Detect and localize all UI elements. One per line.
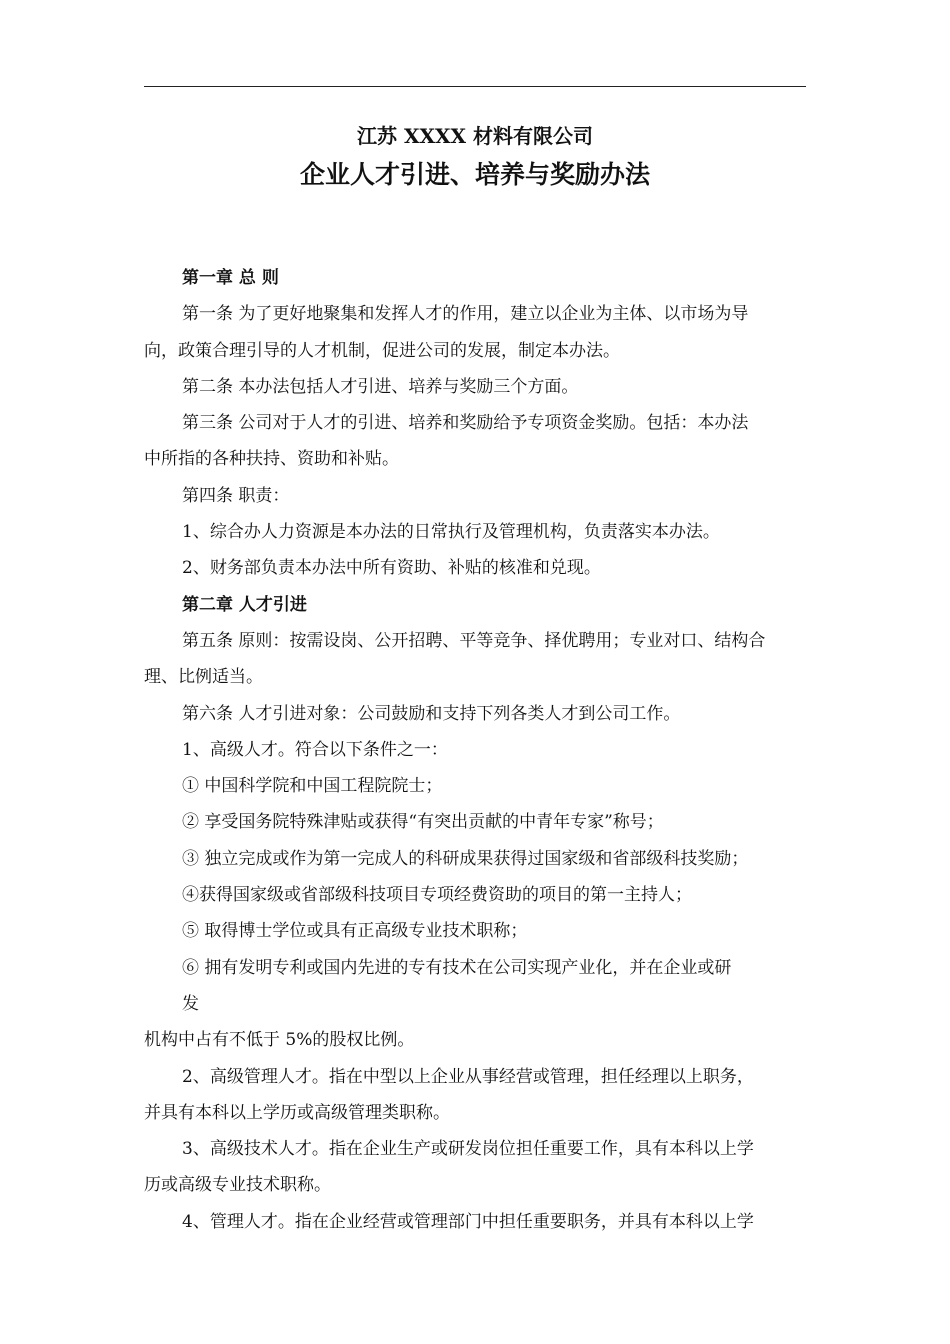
paragraph-line: 2、财务部负责本办法中所有资助、补贴的核准和兑现。 [182, 558, 601, 579]
paragraph-line: 第六条 人才引进对象：公司鼓励和支持下列各类人才到公司工作。 [182, 703, 681, 724]
chapter-heading: 第二章 人才引进 [182, 594, 307, 615]
company-name: 江苏 XXXX 材料有限公司 [357, 124, 593, 148]
paragraph-line: 第四条 职责： [182, 485, 290, 506]
paragraph-line: ⑥ 拥有发明专利或国内先进的专有技术在公司实现产业化，并在企业或研 [182, 957, 732, 978]
paragraph-line: 历或高级专业技术职称。 [144, 1175, 331, 1196]
document-title: 企业人才引进、培养与奖励办法 [299, 160, 650, 189]
paragraph-line: 4、管理人才。指在企业经营或管理部门中担任重要职务，并具有本科以上学 [182, 1211, 754, 1232]
paragraph-line: 第五条 原则：按需设岗、公开招聘、平等竞争、择优聘用；专业对口、结构合 [182, 630, 766, 651]
paragraph-line: ④获得国家级或省部级科技项目专项经费资助的项目的第一主持人； [182, 885, 692, 906]
paragraph-line: 发 [182, 993, 199, 1014]
paragraph-line: 中所指的各种扶持、资助和补贴。 [144, 449, 399, 470]
paragraph-line: 第一条 为了更好地聚集和发挥人才的作用，建立以企业为主体、以市场为导 [182, 304, 749, 325]
paragraph-line: 理、比例适当。 [144, 667, 263, 688]
header-rule [144, 86, 806, 87]
paragraph-line: 机构中占有不低于 5%的股权比例。 [144, 1030, 415, 1051]
paragraph-line: 2、高级管理人才。指在中型以上企业从事经营或管理，担任经理以上职务， [182, 1066, 754, 1087]
document-body [144, 260, 806, 1240]
paragraph-line: 3、高级技术人才。指在企业生产或研发岗位担任重要工作，具有本科以上学 [182, 1139, 754, 1160]
paragraph-line: 并具有本科以上学历或高级管理类职称。 [144, 1102, 450, 1123]
paragraph-line: 向，政策合理引导的人才机制，促进公司的发展，制定本办法。 [144, 340, 620, 361]
paragraph-line: 1、高级人才。符合以下条件之一： [182, 739, 448, 760]
paragraph-line: ① 中国科学院和中国工程院院士； [182, 776, 443, 797]
paragraph-line: ② 享受国务院特殊津贴或获得“有突出贡献的中青年专家”称号； [182, 812, 664, 833]
paragraph-line: ⑤ 取得博士学位或具有正高级专业技术职称； [182, 921, 528, 942]
chapter-heading: 第一章 总 则 [182, 268, 279, 288]
paragraph-line: 1、综合办人力资源是本办法的日常执行及管理机构，负责落实本办法。 [182, 522, 720, 543]
paragraph-line: 第二条 本办法包括人才引进、培养与奖励三个方面。 [182, 376, 579, 397]
paragraph-line: ③ 独立完成或作为第一完成人的科研成果获得过国家级和省部级科技奖励； [182, 848, 749, 869]
paragraph-line: 第三条 公司对于人才的引进、培养和奖励给予专项资金奖励。包括：本办法 [182, 413, 749, 434]
